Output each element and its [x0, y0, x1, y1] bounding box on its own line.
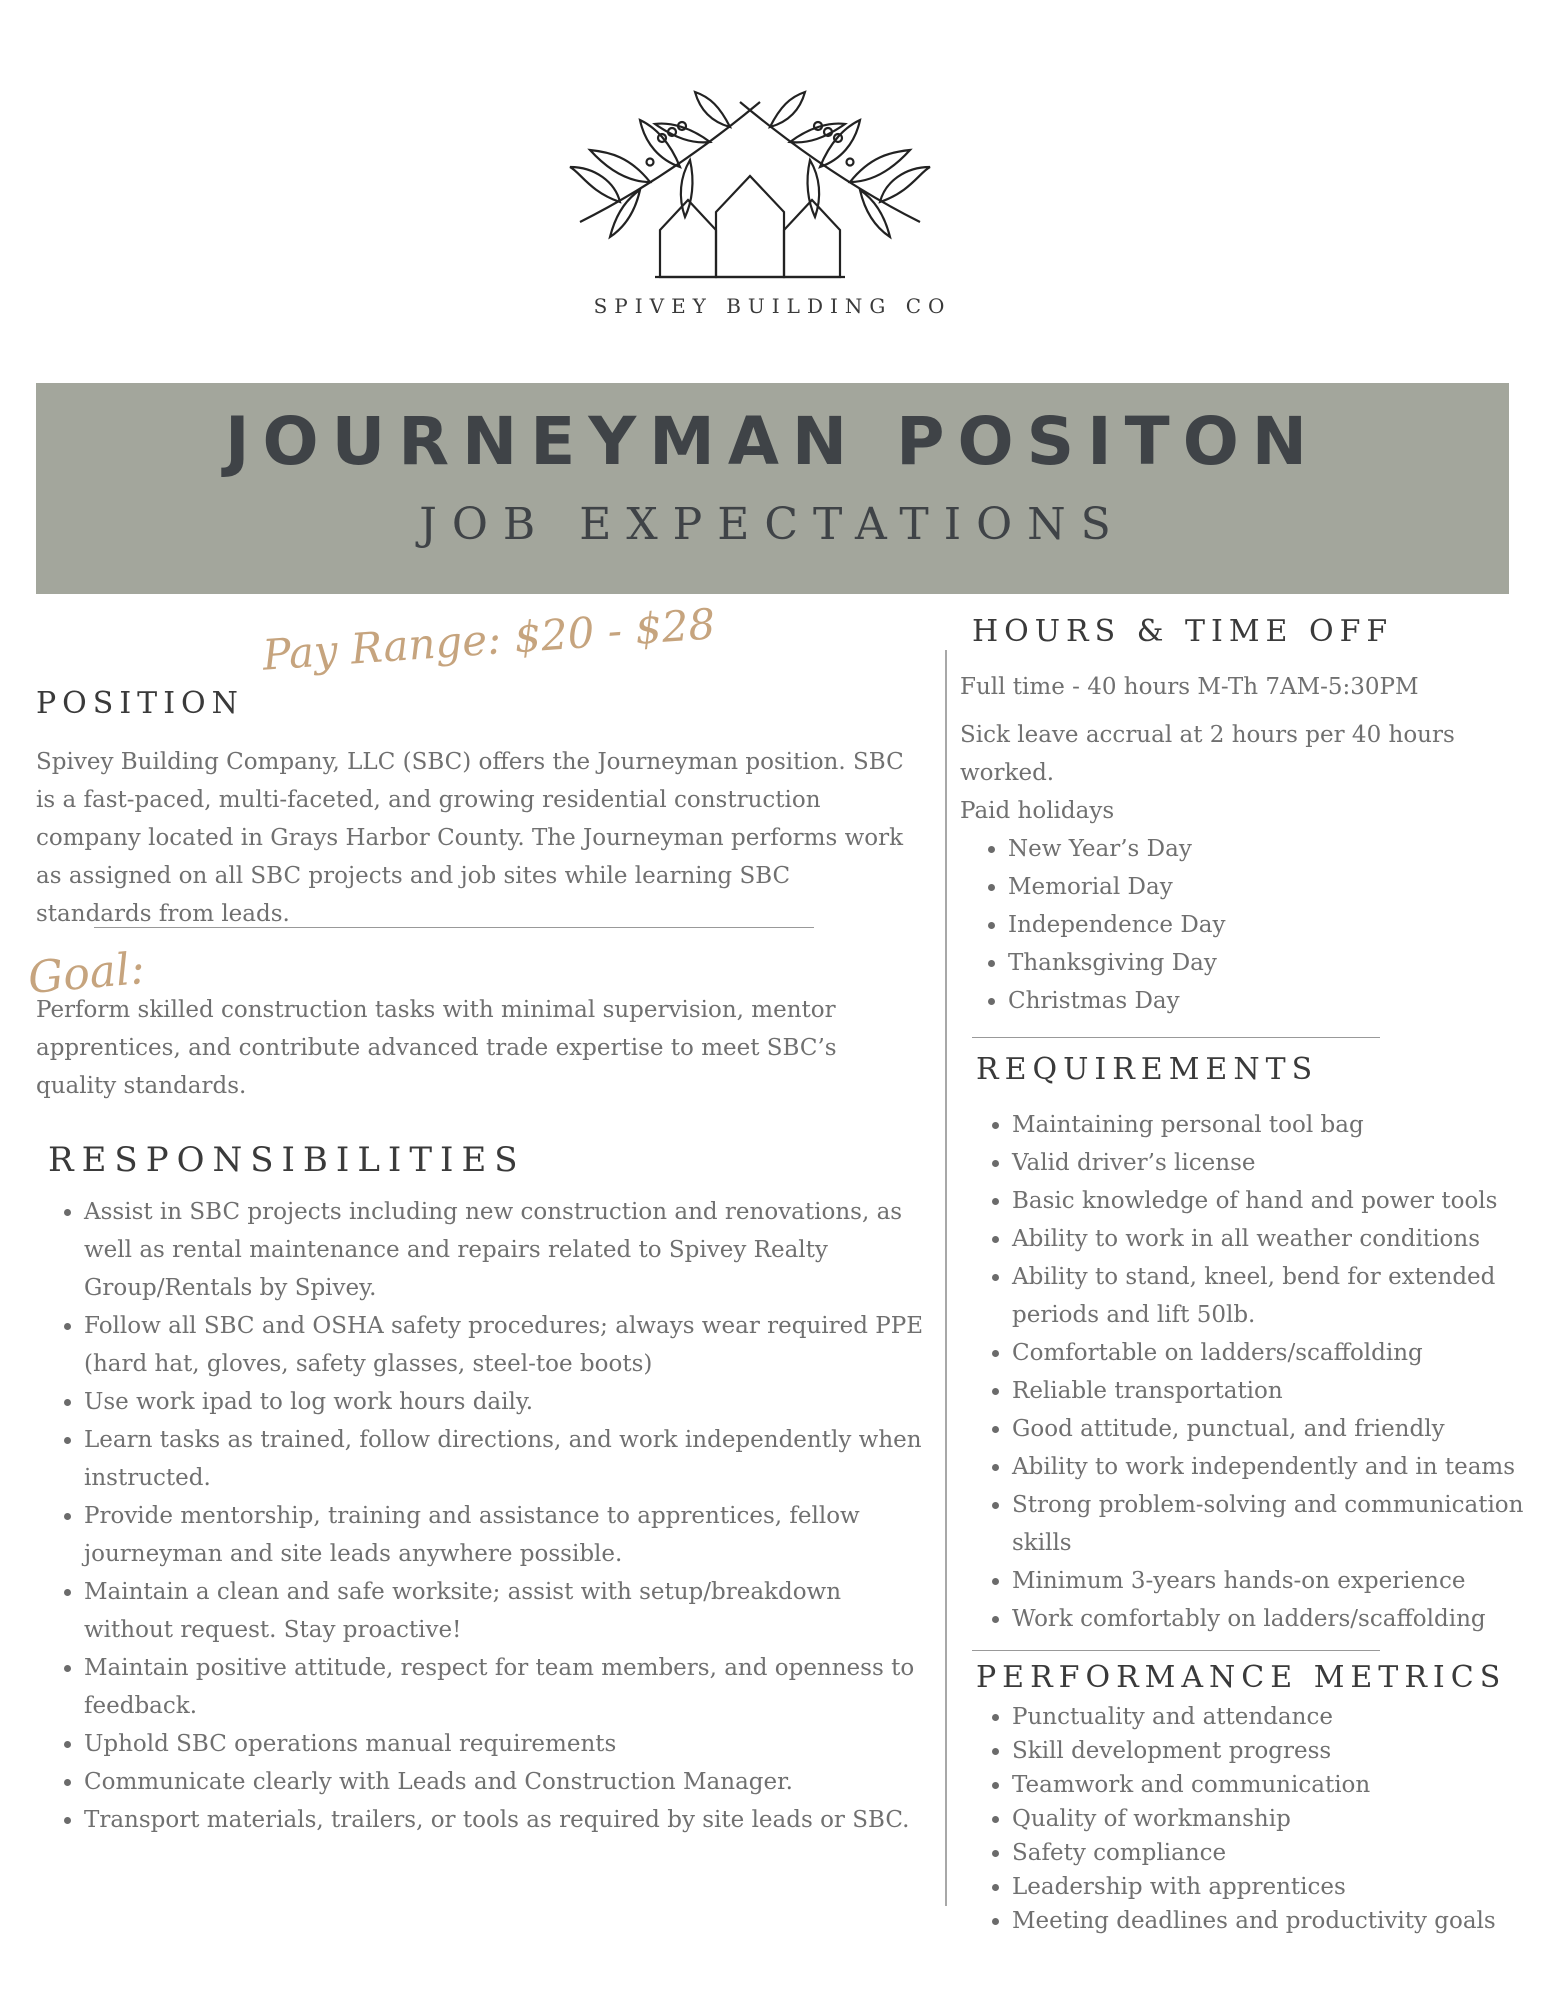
goal-text: Perform skilled construction tasks with minimal supervision, mentor apprentices, and contribute advanced trade expertise to meet SBC’s quality standards. [36, 997, 837, 1099]
goal-label: Goal: [25, 943, 147, 1004]
paid-holidays-label: Paid holidays [960, 798, 1115, 824]
list-item: • Maintain positive attitude, respect for team members, and openness to feedback. [84, 1649, 934, 1725]
list-item: • Thanksgiving Day [1008, 944, 1528, 982]
list-item: • Maintaining personal tool bag [1012, 1106, 1545, 1144]
list-item: • Quality of workmanship [1012, 1802, 1545, 1836]
position-heading: POSITION [36, 686, 244, 721]
list-item: • Independence Day [1008, 906, 1528, 944]
page-title: JOURNEYMAN POSITON [224, 403, 1321, 480]
list-item: • Learn tasks as trained, follow directions, and work independently when instructed. [84, 1421, 934, 1497]
list-item: • Ability to work in all weather conditions [1012, 1220, 1545, 1258]
responsibilities-list [36, 1193, 934, 1839]
list-item: • Comfortable on ladders/scaffolding [1012, 1334, 1545, 1372]
list-item: • Follow all SBC and OSHA safety procedures; always wear required PPE (hard hat, gloves, safety glasses, steel-toe boots) [84, 1307, 934, 1383]
brand-name: SPIVEY BUILDING CO [593, 294, 952, 318]
list-item: • Provide mentorship, training and assistance to apprentices, fellow journeyman and site leads anywhere possible. [84, 1497, 934, 1573]
list-item: • Skill development progress [1012, 1734, 1545, 1768]
list-item: • Teamwork and communication [1012, 1768, 1545, 1802]
page-subtitle: JOB EXPECTATIONS [419, 499, 1126, 550]
holidays-list [960, 830, 1528, 1020]
list-item: • Assist in SBC projects including new construction and renovations, as well as rental maintenance and repairs related to Spivey Realty Group/Rentals by Spivey. [84, 1193, 934, 1307]
list-item: • Valid driver’s license [1012, 1144, 1545, 1182]
list-item: • Meeting deadlines and productivity goals [1012, 1904, 1545, 1938]
hours-full-time: Full time - 40 hours M-Th 7AM-5:30PM [960, 674, 1419, 700]
list-item: • Uphold SBC operations manual requirements [84, 1725, 934, 1763]
pay-range: Pay Range: $20 - $28 [260, 599, 717, 680]
title-banner [36, 383, 1509, 594]
section-divider [972, 1650, 1380, 1651]
list-item: • Communicate clearly with Leads and Construction Manager. [84, 1763, 934, 1801]
section-divider [94, 927, 814, 928]
hours-heading: HOURS & TIME OFF [972, 614, 1394, 649]
list-item: • Ability to stand, kneel, bend for extended periods and lift 50lb. [1012, 1258, 1545, 1334]
list-item: • Use work ipad to log work hours daily. [84, 1383, 934, 1421]
list-item: • Transport materials, trailers, or tools as required by site leads or SBC. [84, 1801, 934, 1839]
metrics-heading: PERFORMANCE METRICS [976, 1660, 1507, 1695]
metrics-list [964, 1700, 1545, 1938]
column-divider [945, 650, 947, 1906]
list-item: • Work comfortably on ladders/scaffolding [1012, 1600, 1545, 1638]
company-logo [560, 72, 940, 292]
list-item: • Christmas Day [1008, 982, 1528, 1020]
list-item: • Reliable transportation [1012, 1372, 1545, 1410]
requirements-heading: REQUIREMENTS [976, 1052, 1319, 1087]
list-item: • Leadership with apprentices [1012, 1870, 1545, 1904]
requirements-list [964, 1106, 1545, 1638]
responsibilities-heading: RESPONSIBILITIES [48, 1140, 526, 1180]
list-item: • Basic knowledge of hand and power tools [1012, 1182, 1545, 1220]
list-item: • Punctuality and attendance [1012, 1700, 1545, 1734]
list-item: • Minimum 3-years hands-on experience [1012, 1562, 1545, 1600]
list-item: • Memorial Day [1008, 868, 1528, 906]
list-item: • Maintain a clean and safe worksite; assist with setup/breakdown without request. Stay proactive! [84, 1573, 934, 1649]
position-text: Spivey Building Company, LLC (SBC) offers the Journeyman position. SBC is a fast-paced, multi-faceted, and growing residential construction company located in Grays Harbor County. The Journeyman performs work as assigned on all SBC projects and job sites while learning SBC standards from leads. [36, 749, 904, 927]
list-item: • Good attitude, punctual, and friendly [1012, 1410, 1545, 1448]
section-divider [972, 1037, 1380, 1038]
list-item: • Ability to work independently and in teams [1012, 1448, 1545, 1486]
list-item: • Safety compliance [1012, 1836, 1545, 1870]
list-item: • Strong problem-solving and communication skills [1012, 1486, 1545, 1562]
sick-leave-text: Sick leave accrual at 2 hours per 40 hours worked. [960, 722, 1455, 786]
list-item: • New Year’s Day [1008, 830, 1528, 868]
